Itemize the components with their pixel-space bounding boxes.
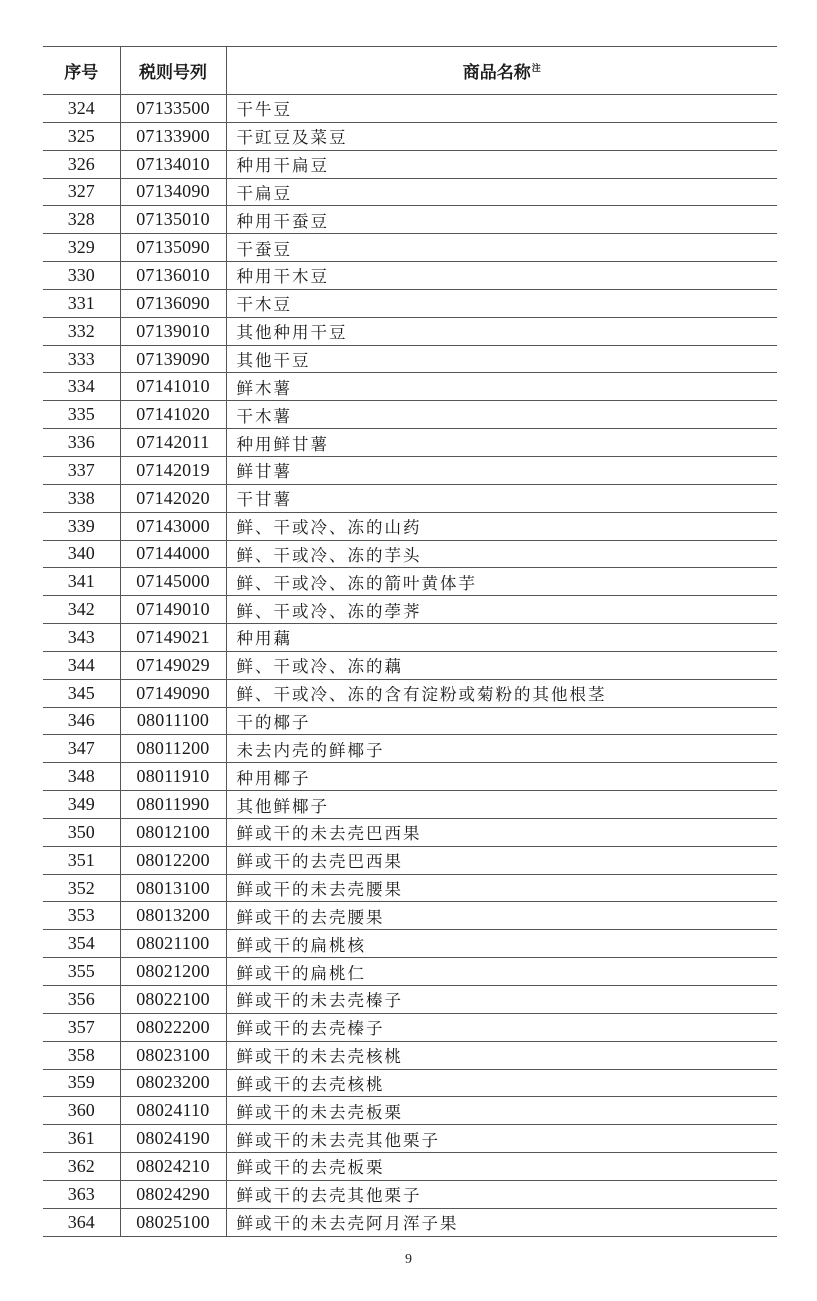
header-name-note: 注 xyxy=(531,64,541,75)
cell-seq: 353 xyxy=(43,902,120,930)
cell-seq: 326 xyxy=(43,150,120,178)
cell-code: 08023200 xyxy=(120,1069,226,1097)
cell-seq: 342 xyxy=(43,596,120,624)
cell-code: 08012200 xyxy=(120,846,226,874)
cell-code: 08024290 xyxy=(120,1180,226,1208)
cell-name: 鲜、干或冷、冻的荸荠 xyxy=(226,596,777,624)
table-row xyxy=(43,735,777,763)
table-row xyxy=(43,568,777,596)
tariff-table xyxy=(43,46,777,1237)
cell-code: 08025100 xyxy=(120,1208,226,1236)
table-row xyxy=(43,1069,777,1097)
table-row xyxy=(43,624,777,652)
cell-name: 种用干蚕豆 xyxy=(226,206,777,234)
cell-seq: 337 xyxy=(43,456,120,484)
cell-seq: 334 xyxy=(43,373,120,401)
cell-code: 07134090 xyxy=(120,178,226,206)
cell-name: 鲜或干的未去壳腰果 xyxy=(226,874,777,902)
table-row xyxy=(43,958,777,986)
cell-seq: 327 xyxy=(43,178,120,206)
table-header xyxy=(43,47,777,95)
cell-seq: 338 xyxy=(43,484,120,512)
cell-seq: 349 xyxy=(43,791,120,819)
cell-name: 鲜甘薯 xyxy=(226,456,777,484)
cell-name: 鲜或干的去壳腰果 xyxy=(226,902,777,930)
table-row xyxy=(43,345,777,373)
table-row xyxy=(43,178,777,206)
cell-name: 鲜或干的未去壳板栗 xyxy=(226,1097,777,1125)
table-row xyxy=(43,262,777,290)
table-row xyxy=(43,596,777,624)
cell-name: 鲜或干的未去壳核桃 xyxy=(226,1041,777,1069)
table-row xyxy=(43,1013,777,1041)
cell-seq: 347 xyxy=(43,735,120,763)
table-row xyxy=(43,206,777,234)
cell-seq: 345 xyxy=(43,679,120,707)
cell-seq: 340 xyxy=(43,540,120,568)
cell-name: 干木薯 xyxy=(226,401,777,429)
cell-seq: 330 xyxy=(43,262,120,290)
cell-name: 鲜或干的未去壳阿月浑子果 xyxy=(226,1208,777,1236)
cell-name: 鲜、干或冷、冻的藕 xyxy=(226,651,777,679)
cell-name: 鲜或干的去壳巴西果 xyxy=(226,846,777,874)
cell-name: 鲜或干的去壳板栗 xyxy=(226,1153,777,1181)
cell-name: 其他干豆 xyxy=(226,345,777,373)
cell-code: 07136090 xyxy=(120,289,226,317)
cell-seq: 348 xyxy=(43,763,120,791)
cell-code: 08021100 xyxy=(120,930,226,958)
cell-code: 07143000 xyxy=(120,512,226,540)
table-row xyxy=(43,930,777,958)
cell-code: 08013100 xyxy=(120,874,226,902)
header-code: 税则号列 xyxy=(120,47,226,95)
cell-code: 07141020 xyxy=(120,401,226,429)
cell-name: 其他鲜椰子 xyxy=(226,791,777,819)
table-row xyxy=(43,874,777,902)
table-row xyxy=(43,289,777,317)
cell-seq: 352 xyxy=(43,874,120,902)
cell-name: 干牛豆 xyxy=(226,95,777,123)
cell-name: 其他种用干豆 xyxy=(226,317,777,345)
cell-seq: 361 xyxy=(43,1125,120,1153)
cell-seq: 336 xyxy=(43,429,120,457)
cell-code: 07149021 xyxy=(120,624,226,652)
cell-seq: 360 xyxy=(43,1097,120,1125)
cell-code: 08013200 xyxy=(120,902,226,930)
cell-seq: 339 xyxy=(43,512,120,540)
cell-name: 干的椰子 xyxy=(226,707,777,735)
table-row xyxy=(43,317,777,345)
cell-code: 08022100 xyxy=(120,986,226,1014)
cell-code: 07134010 xyxy=(120,150,226,178)
table-row xyxy=(43,540,777,568)
cell-seq: 362 xyxy=(43,1153,120,1181)
cell-code: 07135010 xyxy=(120,206,226,234)
cell-name: 种用鲜甘薯 xyxy=(226,429,777,457)
cell-seq: 346 xyxy=(43,707,120,735)
cell-code: 08011100 xyxy=(120,707,226,735)
cell-code: 07149090 xyxy=(120,679,226,707)
table-row xyxy=(43,1097,777,1125)
table-row xyxy=(43,986,777,1014)
cell-code: 08011910 xyxy=(120,763,226,791)
cell-name: 种用椰子 xyxy=(226,763,777,791)
cell-seq: 364 xyxy=(43,1208,120,1236)
cell-code: 07133500 xyxy=(120,95,226,123)
cell-name: 鲜或干的扁桃仁 xyxy=(226,958,777,986)
cell-code: 08011200 xyxy=(120,735,226,763)
table-row xyxy=(43,429,777,457)
cell-seq: 328 xyxy=(43,206,120,234)
table-row xyxy=(43,707,777,735)
cell-code: 07139010 xyxy=(120,317,226,345)
cell-name: 鲜木薯 xyxy=(226,373,777,401)
cell-seq: 343 xyxy=(43,624,120,652)
table-row xyxy=(43,651,777,679)
cell-name: 鲜、干或冷、冻的含有淀粉或菊粉的其他根茎 xyxy=(226,679,777,707)
cell-code: 08024110 xyxy=(120,1097,226,1125)
cell-code: 08022200 xyxy=(120,1013,226,1041)
cell-seq: 325 xyxy=(43,122,120,150)
cell-name: 干木豆 xyxy=(226,289,777,317)
table-body xyxy=(43,95,777,1237)
cell-seq: 333 xyxy=(43,345,120,373)
table-row xyxy=(43,95,777,123)
cell-seq: 354 xyxy=(43,930,120,958)
cell-name: 鲜或干的未去壳其他栗子 xyxy=(226,1125,777,1153)
table-row xyxy=(43,1041,777,1069)
cell-name: 鲜或干的扁桃核 xyxy=(226,930,777,958)
cell-name: 鲜、干或冷、冻的山药 xyxy=(226,512,777,540)
cell-name: 鲜、干或冷、冻的箭叶黄体芋 xyxy=(226,568,777,596)
cell-seq: 324 xyxy=(43,95,120,123)
cell-seq: 359 xyxy=(43,1069,120,1097)
cell-seq: 350 xyxy=(43,818,120,846)
cell-name: 鲜或干的未去壳榛子 xyxy=(226,986,777,1014)
table-row xyxy=(43,122,777,150)
cell-code: 07142019 xyxy=(120,456,226,484)
header-name-label: 商品名称 xyxy=(462,63,531,83)
cell-code: 07142011 xyxy=(120,429,226,457)
cell-name: 鲜或干的去壳榛子 xyxy=(226,1013,777,1041)
cell-seq: 344 xyxy=(43,651,120,679)
cell-name: 种用藕 xyxy=(226,624,777,652)
cell-name: 干扁豆 xyxy=(226,178,777,206)
header-seq: 序号 xyxy=(43,47,120,95)
cell-seq: 329 xyxy=(43,234,120,262)
table-row xyxy=(43,373,777,401)
cell-name: 鲜、干或冷、冻的芋头 xyxy=(226,540,777,568)
cell-name: 干豇豆及菜豆 xyxy=(226,122,777,150)
cell-seq: 331 xyxy=(43,289,120,317)
cell-code: 08021200 xyxy=(120,958,226,986)
cell-code: 07139090 xyxy=(120,345,226,373)
cell-name: 鲜或干的去壳其他栗子 xyxy=(226,1180,777,1208)
header-name xyxy=(226,47,777,95)
cell-code: 08023100 xyxy=(120,1041,226,1069)
table-row xyxy=(43,484,777,512)
table-row xyxy=(43,846,777,874)
cell-name: 未去内壳的鲜椰子 xyxy=(226,735,777,763)
cell-seq: 358 xyxy=(43,1041,120,1069)
cell-code: 08012100 xyxy=(120,818,226,846)
cell-code: 07145000 xyxy=(120,568,226,596)
table-row xyxy=(43,791,777,819)
cell-name: 干蚕豆 xyxy=(226,234,777,262)
cell-seq: 357 xyxy=(43,1013,120,1041)
cell-seq: 351 xyxy=(43,846,120,874)
cell-code: 07142020 xyxy=(120,484,226,512)
cell-code: 07133900 xyxy=(120,122,226,150)
table-row xyxy=(43,679,777,707)
cell-code: 07149010 xyxy=(120,596,226,624)
table-row xyxy=(43,1125,777,1153)
table-row xyxy=(43,902,777,930)
table-row xyxy=(43,1180,777,1208)
cell-name: 种用干木豆 xyxy=(226,262,777,290)
cell-code: 07144000 xyxy=(120,540,226,568)
table-row xyxy=(43,401,777,429)
cell-code: 08011990 xyxy=(120,791,226,819)
cell-code: 07149029 xyxy=(120,651,226,679)
table-row xyxy=(43,234,777,262)
table-row xyxy=(43,1208,777,1236)
table-row xyxy=(43,763,777,791)
table-row xyxy=(43,456,777,484)
cell-seq: 335 xyxy=(43,401,120,429)
cell-seq: 355 xyxy=(43,958,120,986)
table-row xyxy=(43,818,777,846)
cell-seq: 356 xyxy=(43,986,120,1014)
table-row xyxy=(43,150,777,178)
cell-code: 08024190 xyxy=(120,1125,226,1153)
page-number: 9 xyxy=(405,1252,412,1267)
header-row xyxy=(43,47,777,95)
table-row xyxy=(43,1153,777,1181)
cell-code: 08024210 xyxy=(120,1153,226,1181)
cell-code: 07136010 xyxy=(120,262,226,290)
cell-code: 07135090 xyxy=(120,234,226,262)
cell-seq: 363 xyxy=(43,1180,120,1208)
cell-code: 07141010 xyxy=(120,373,226,401)
cell-seq: 341 xyxy=(43,568,120,596)
cell-seq: 332 xyxy=(43,317,120,345)
cell-name: 种用干扁豆 xyxy=(226,150,777,178)
cell-name: 鲜或干的未去壳巴西果 xyxy=(226,818,777,846)
cell-name: 干甘薯 xyxy=(226,484,777,512)
table-row xyxy=(43,512,777,540)
cell-name: 鲜或干的去壳核桃 xyxy=(226,1069,777,1097)
